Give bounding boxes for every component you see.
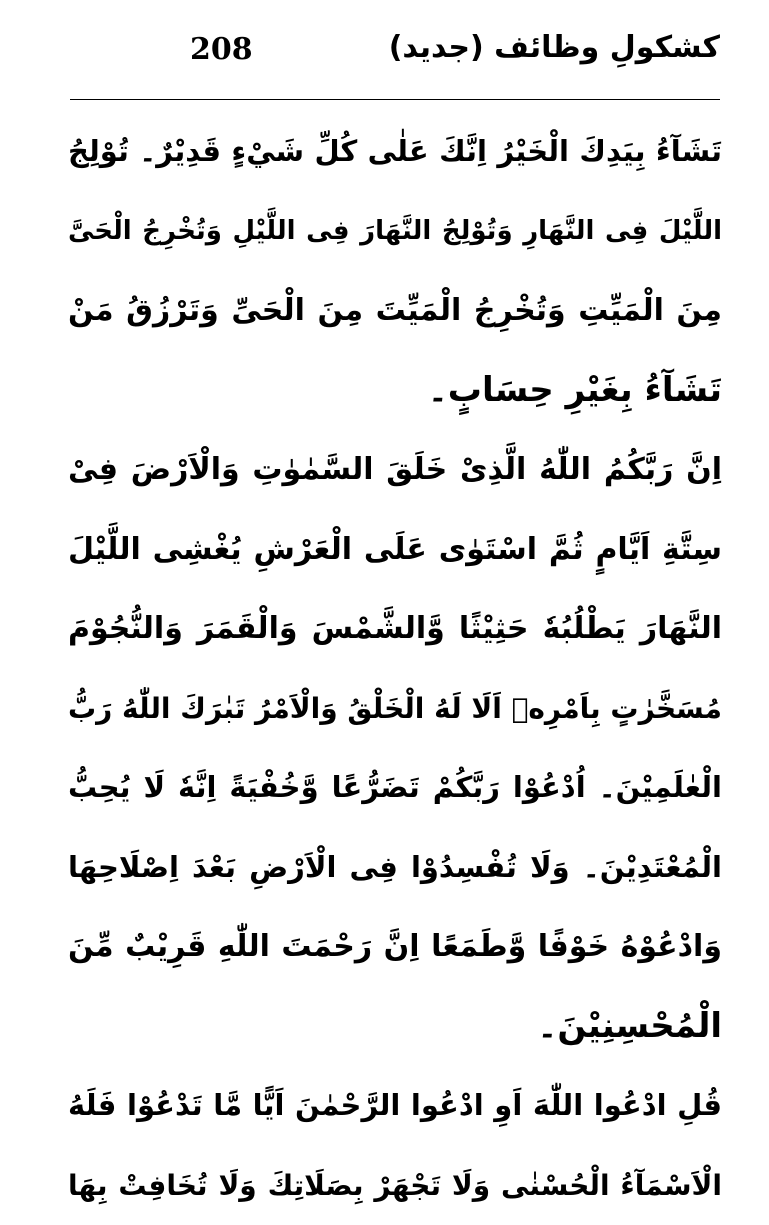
text-line: وَادْعُوْهُ خَوْفًا وَّطَمَعًا اِنَّ رَحْمَتَ اللّٰهِ قَرِيْبٌ مِّنَ: [68, 907, 722, 987]
text-line: الْمُحْسِنِيْنَ۔: [68, 987, 722, 1067]
text-line: مُسَخَّرٰتٍ بِاَمْرِهٖ اَلَا لَهُ الْخَلْقُ وَالْاَمْرُ تَبٰرَكَ اللّٰهُ رَبُّ: [68, 669, 722, 749]
text-line: اللَّيْلَ فِى النَّهَارِ وَتُوْلِجُ النَّهَارَ فِى اللَّيْلِ وَتُخْرِجُ الْحَىَّ: [68, 192, 722, 272]
text-line: مِنَ الْمَيِّتِ وَتُخْرِجُ الْمَيِّتَ مِنَ الْحَىِّ وَتَرْزُقُ مَنْ: [68, 271, 722, 351]
text-line: الْاَسْمَآءُ الْحُسْنٰى وَلَا تَجْهَرْ بِصَلَاتِكَ وَلَا تُخَافِتْ بِهَا: [68, 1146, 722, 1225]
arabic-text-body: [68, 112, 722, 1225]
text-line: الْعٰلَمِيْنَ۔ اُدْعُوْا رَبَّكُمْ تَضَرُّعًا وَّخُفْيَةً اِنَّهٗ لَا يُحِبُّ: [68, 748, 722, 828]
text-line: تَشَآءُ بِغَيْرِ حِسَابٍ۔: [68, 351, 722, 431]
text-line: سِتَّةِ اَيَّامٍ ثُمَّ اسْتَوٰى عَلَى الْعَرْشِ يُغْشِى اللَّيْلَ: [68, 510, 722, 590]
text-line: اِنَّ رَبَّكُمُ اللّٰهُ الَّذِىْ خَلَقَ السَّمٰوٰتِ وَالْاَرْضَ فِىْ: [68, 430, 722, 510]
text-line: قُلِ ادْعُوا اللّٰهَ اَوِ ادْعُوا الرَّحْمٰنَ اَيًّا مَّا تَدْعُوْا فَلَهُ: [68, 1066, 722, 1146]
text-line: تَشَآءُ بِيَدِكَ الْخَيْرُ اِنَّكَ عَلٰى كُلِّ شَيْءٍ قَدِيْرٌ۔ تُوْلِجُ: [68, 112, 722, 192]
page-number: 208: [190, 30, 253, 70]
text-line: النَّهَارَ يَطْلُبُهٗ حَثِيْثًا وَّالشَّمْسَ وَالْقَمَرَ وَالنُّجُوْمَ: [68, 589, 722, 669]
text-line: الْمُعْتَدِيْنَ۔ وَلَا تُفْسِدُوْا فِى الْاَرْضِ بَعْدَ اِصْلَاحِهَا: [68, 828, 722, 908]
header-divider: [70, 99, 720, 100]
page-header: [70, 22, 720, 82]
book-title: کشکولِ وظائف (جدید): [389, 26, 720, 70]
